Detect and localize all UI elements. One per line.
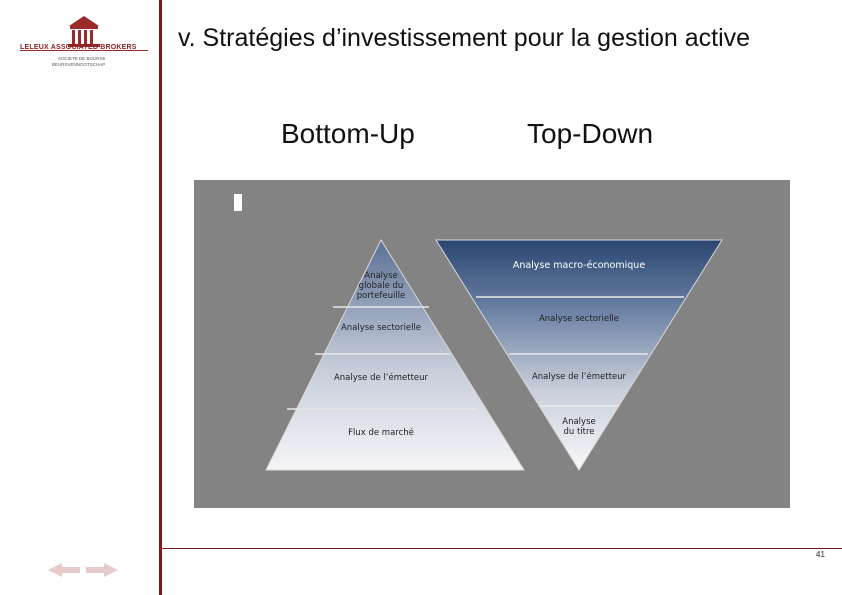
previous-slide-arrow-icon[interactable] bbox=[48, 563, 80, 577]
inverted-level-3: Analyse de l’émetteur bbox=[531, 372, 627, 382]
logo-name: LELEUX ASSOCIATED BROKERS bbox=[20, 44, 137, 51]
pyramid-diagram-svg bbox=[194, 180, 790, 508]
inverted-level-1: Analyse macro-économique bbox=[512, 260, 646, 271]
vertical-divider bbox=[159, 0, 162, 595]
pyramid-level-1: Analyse globale du portefeuille bbox=[356, 271, 406, 301]
slide-title: v. Stratégies d’investissement pour la gestion active bbox=[178, 24, 751, 52]
bottom-up-label: Bottom-Up bbox=[281, 118, 415, 149]
logo-subtitle-nl: BEURSVENNOOTSCHAP bbox=[52, 62, 106, 67]
pyramid-level-4: Flux de marché bbox=[348, 428, 414, 438]
slide-navigation bbox=[48, 562, 118, 578]
pyramid-level-3: Analyse de l’émetteur bbox=[333, 373, 429, 383]
sidebar bbox=[0, 0, 160, 595]
next-slide-arrow-icon[interactable] bbox=[86, 563, 118, 577]
page-number: 41 bbox=[816, 550, 825, 559]
top-down-label: Top-Down bbox=[527, 118, 654, 149]
inverted-level-2: Analyse sectorielle bbox=[538, 314, 620, 324]
footer-divider bbox=[162, 548, 842, 549]
strategy-diagram bbox=[194, 180, 790, 508]
pyramid-level-2: Analyse sectorielle bbox=[340, 323, 422, 333]
logo-subtitle: SOCIETE DE BOURSE bbox=[58, 56, 106, 61]
inverted-level-4: Analyse du titre bbox=[562, 417, 596, 437]
